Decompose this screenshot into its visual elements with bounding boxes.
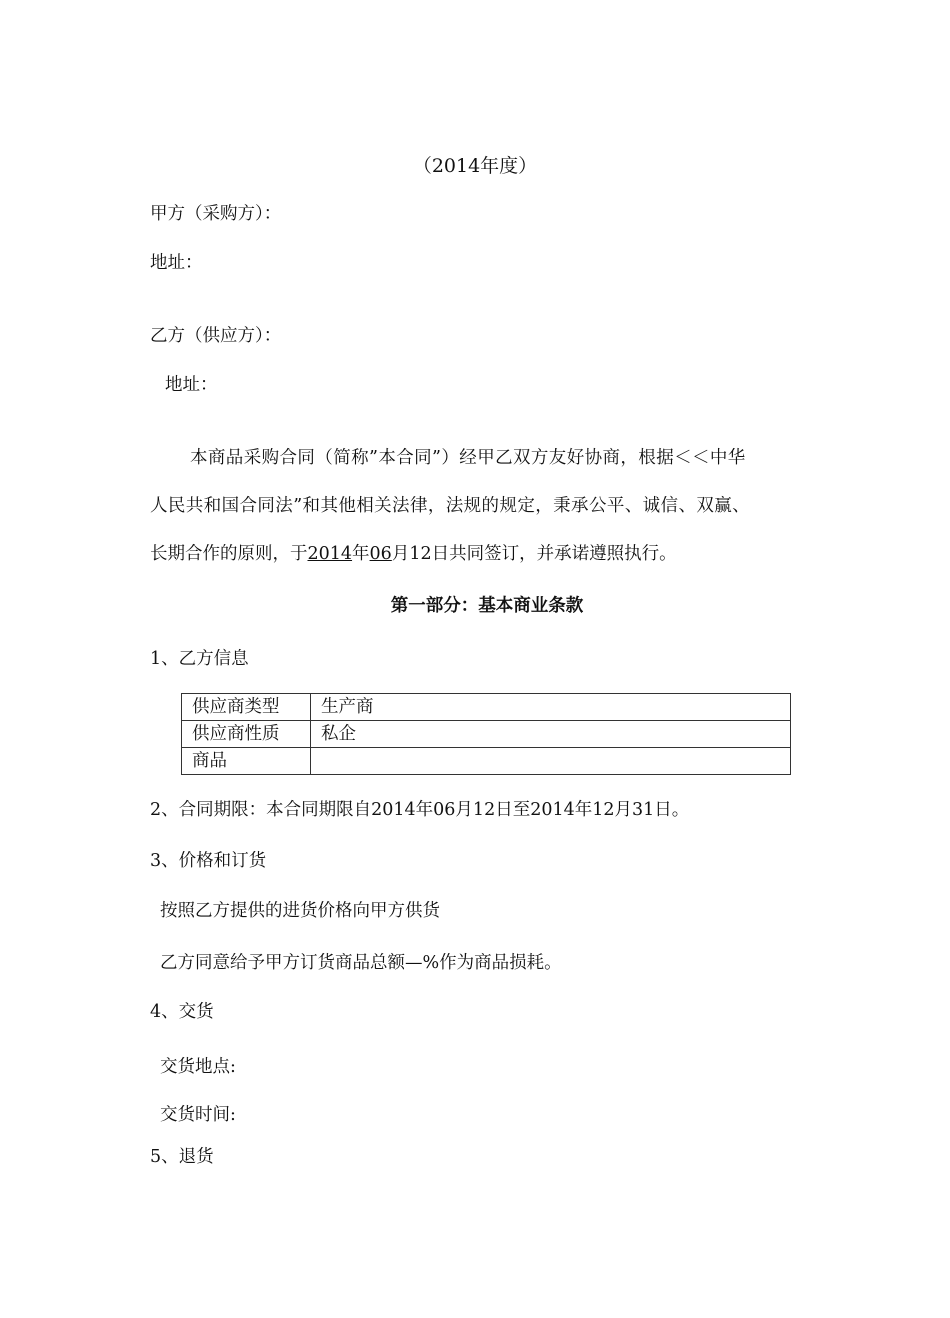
table-cell-key: 供应商性质 bbox=[182, 721, 311, 748]
supplier-info-table bbox=[181, 693, 791, 775]
clause-1-title: 1、乙方信息 bbox=[150, 649, 249, 669]
clause-3-title: 3、价格和订货 bbox=[150, 851, 267, 871]
delivery-place-label: 交货地点: bbox=[160, 1057, 236, 1077]
preamble-line-3-suffix: 月12日共同签订，并承诺遵照执行。 bbox=[391, 544, 677, 564]
document-title: （2014年度） bbox=[412, 155, 538, 177]
delivery-time-label: 交货时间: bbox=[160, 1105, 236, 1125]
party-a-label: 甲方（采购方）： bbox=[150, 204, 282, 224]
signing-year-suffix: 年 bbox=[352, 544, 370, 564]
signing-month: 06 bbox=[369, 544, 392, 564]
party-b-address-label: 地址： bbox=[165, 375, 218, 395]
clause-3-line-1: 按照乙方提供的进货价格向甲方供货 bbox=[160, 901, 440, 921]
table-cell-value: 私企 bbox=[311, 721, 791, 748]
preamble-line-1: 本商品采购合同（简称”本合同”）经甲乙双方友好协商，根据＜＜中华 bbox=[190, 448, 746, 468]
clause-5-title: 5、退货 bbox=[150, 1147, 214, 1167]
table-cell-key: 供应商类型 bbox=[182, 694, 311, 721]
table-row bbox=[182, 694, 791, 721]
preamble-line-2: 人民共和国合同法”和其他相关法律，法规的规定，秉承公平、诚信、双赢、 bbox=[150, 496, 751, 516]
party-b-label: 乙方（供应方）： bbox=[150, 326, 282, 346]
preamble-line-3 bbox=[150, 542, 677, 566]
clause-4-title: 4、交货 bbox=[150, 1002, 214, 1022]
clause-3-line-2: 乙方同意给予甲方订货商品总额—%作为商品损耗。 bbox=[160, 953, 562, 973]
table-cell-key: 商品 bbox=[182, 748, 311, 775]
section-heading: 第一部分：基本商业条款 bbox=[390, 596, 584, 616]
table-row bbox=[182, 748, 791, 775]
table-row bbox=[182, 721, 791, 748]
table-cell-value bbox=[311, 748, 791, 775]
party-a-address-label: 地址： bbox=[150, 253, 203, 273]
clause-2-text: 2、合同期限：本合同期限自2014年06月12日至2014年12月31日。 bbox=[150, 800, 690, 820]
preamble-line-3-prefix: 长期合作的原则，于 bbox=[150, 544, 308, 564]
signing-year: 2014 bbox=[307, 544, 353, 564]
table-cell-value: 生产商 bbox=[311, 694, 791, 721]
